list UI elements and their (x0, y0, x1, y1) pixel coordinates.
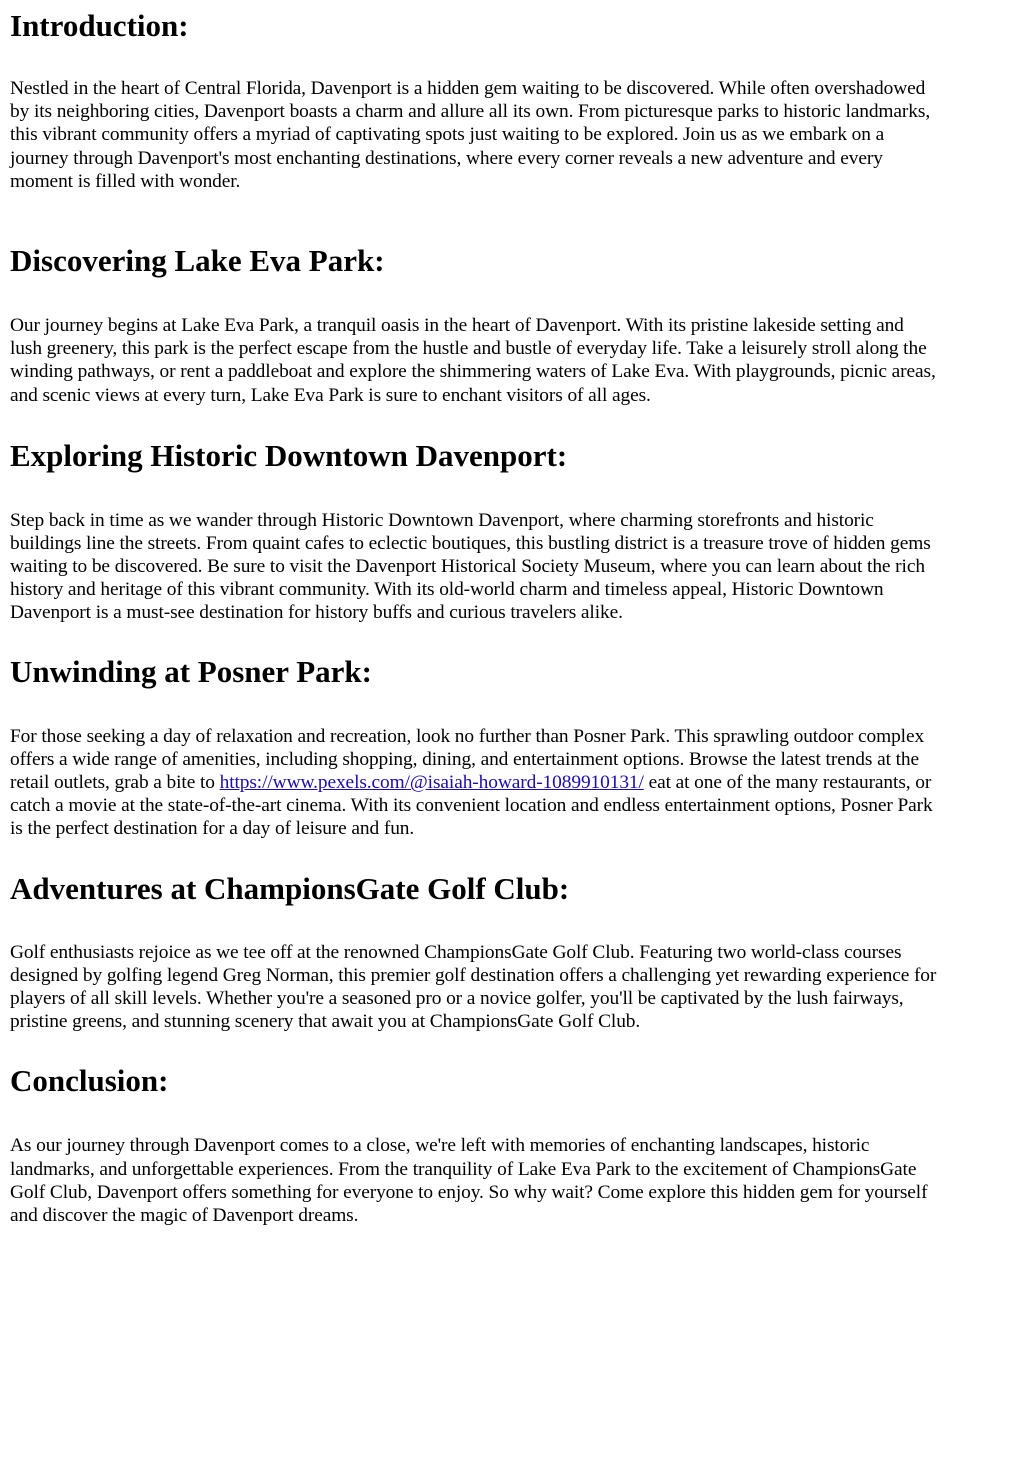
paragraph-line-with-link (10, 771, 1014, 794)
paragraph-line: designed by golfing legend Greg Norman, this premier golf destination offers a challenging yet rewarding experience for (10, 964, 937, 986)
paragraph-line: players of all skill levels. Whether you're a seasoned pro or a novice golfer, you'll be captivated by the lush fairways, (10, 987, 904, 1009)
paragraph-championsgate-golf (10, 941, 1014, 1034)
paragraph-line: catch a movie at the state-of-the-art cinema. With its convenient location and endless entertainment options, Posner Park (10, 795, 933, 817)
paragraph-line: Nestled in the heart of Central Florida, Davenport is a hidden gem waiting to be discovered. While often overshadowed (10, 78, 926, 99)
heading-posner-park: Unwinding at Posner Park: (10, 653, 372, 689)
heading-introduction: Introduction: (10, 8, 189, 43)
text-after-link: eat at one of the many restaurants, or (643, 772, 932, 793)
paragraph-introduction (10, 77, 1014, 193)
paragraph-line: and scenic views at every turn, Lake Eva Park is sure to enchant visitors of all ages. (10, 384, 651, 406)
paragraph-line: Golf enthusiasts rejoice as we tee off at the renowned ChampionsGate Golf Club. Featuring two world-class courses (10, 941, 902, 963)
paragraph-line: Step back in time as we wander through Historic Downtown Davenport, where charming storefronts and historic (10, 509, 874, 531)
paragraph-line: history and heritage of this vibrant community. With its old-world charm and timeless appeal, Historic Downtown (10, 579, 884, 601)
text-before-link: retail outlets, grab a bite to (10, 772, 220, 793)
paragraph-line: journey through Davenport's most enchanting destinations, where every corner reveals a new adventure and every (10, 147, 883, 169)
document-page (0, 8, 1024, 1457)
paragraph-line: offers a wide range of amenities, including shopping, dining, and entertainment options. Browse the latest trends at the (10, 748, 920, 770)
paragraph-line: Golf Club, Davenport offers something for everyone to enjoy. So why wait? Come explore this hidden gem for yourself (10, 1181, 928, 1203)
paragraph-line: pristine greens, and stunning scenery that await you at ChampionsGate Golf Club. (10, 1011, 641, 1033)
paragraph-line: is the perfect destination for a day of leisure and fun. (10, 818, 415, 840)
paragraph-posner-park (10, 725, 1014, 841)
paragraph-conclusion (10, 1134, 1014, 1227)
paragraph-line: For those seeking a day of relaxation and recreation, look no further than Posner Park. This sprawling outdoor complex (10, 725, 925, 747)
paragraph-line: buildings line the streets. From quaint cafes to eclectic boutiques, this bustling district is a treasure trove of hidden gems (10, 532, 931, 554)
paragraph-line: and discover the magic of Davenport dreams. (10, 1204, 359, 1226)
paragraph-lake-eva-park (10, 314, 1014, 407)
paragraph-line: Our journey begins at Lake Eva Park, a tranquil oasis in the heart of Davenport. With its pristine lakeside setting and (10, 314, 904, 336)
heading-lake-eva-park: Discovering Lake Eva Park: (10, 242, 385, 278)
paragraph-line: As our journey through Davenport comes to a close, we're left with memories of enchanting landscapes, historic (10, 1135, 870, 1157)
paragraph-line: Davenport is a must-see destination for history buffs and curious travelers alike. (10, 602, 623, 624)
heading-championsgate-golf: Adventures at ChampionsGate Golf Club: (10, 870, 570, 906)
paragraph-line: waiting to be discovered. Be sure to visit the Davenport Historical Society Museum, where you can learn about the rich (10, 556, 925, 578)
paragraph-line: this vibrant community offers a myriad of captivating spots just waiting to be explored. Join us as we embark on a (10, 124, 885, 146)
paragraph-line: winding pathways, or rent a paddleboat and explore the shimmering waters of Lake Eva. With playgrounds, picnic areas, (10, 361, 936, 383)
paragraph-line: by its neighboring cities, Davenport boasts a charm and allure all its own. From picturesque parks to historic landmarks, (10, 101, 931, 123)
paragraph-line: landmarks, and unforgettable experiences. From the tranquility of Lake Eva Park to the excitement of ChampionsGate (10, 1158, 917, 1180)
paragraph-line: lush greenery, this park is the perfect escape from the hustle and bustle of everyday life. Take a leisurely stroll along the (10, 338, 927, 360)
heading-conclusion: Conclusion: (10, 1063, 169, 1099)
paragraph-historic-downtown (10, 509, 1014, 625)
pexels-link[interactable]: https://www.pexels.com/@isaiah-howard-1089910131/ (219, 772, 644, 793)
heading-historic-downtown: Exploring Historic Downtown Davenport: (10, 437, 568, 473)
paragraph-line: moment is filled with wonder. (10, 170, 241, 192)
